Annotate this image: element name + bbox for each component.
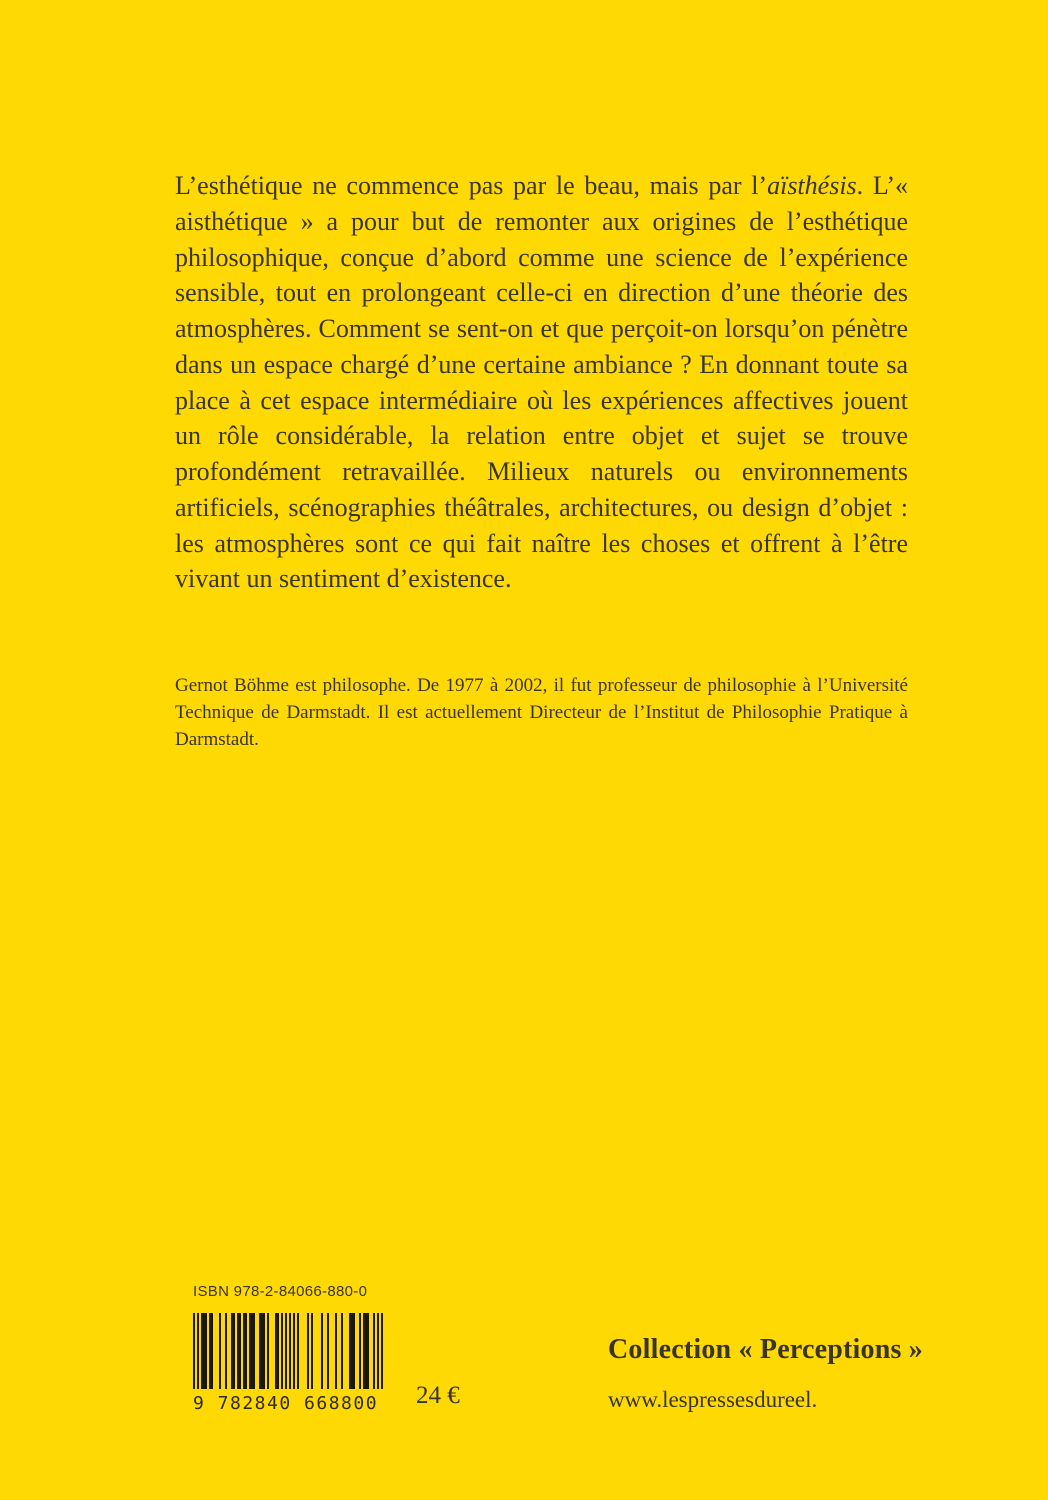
- isbn-block: [193, 1283, 383, 1414]
- text-column: [175, 168, 908, 754]
- isbn-label: ISBN 978-2-84066-880-0: [193, 1283, 368, 1300]
- publisher-website: www.lespressesdureel.: [608, 1387, 818, 1412]
- barcode: [193, 1313, 383, 1414]
- author-bio: Gernot Böhme est philosophe. De 1977 à 2002, il fut professeur de philosophie à l’Université Technique de Darmstadt. Il est actuellement Directeur de l’Institut de Philosophie Pratique à Darmstadt.: [175, 675, 908, 750]
- blurb-paragraph: [175, 168, 908, 597]
- price: 24 €: [416, 1382, 460, 1409]
- barcode-bars-icon: [193, 1313, 383, 1389]
- collection-title: Collection « Perceptions »: [608, 1334, 923, 1365]
- blurb-rest: . L’« aisthétique » a pour but de remonter aux origines de l’esthétique philosophique, conçue d’abord comme une science de l’expérience sensible, tout en prolongeant celle-ci en direction d’une théorie des atmosphères. Comment se sent-on et que perçoit-on lorsqu’on pénètre dans un espace chargé d’une certaine ambiance ? En donnant toute sa place à cet espace intermédiaire où les expériences affectives jouent un rôle considérable, la relation entre objet et sujet se trouve profondément retravaillée. Milieux naturels ou environnements artificiels, scénographies théâtrales, architectures, ou design d’objet : les atmosphères sont ce qui fait naître les choses et offrent à l’être vivant un sentiment d’existence.: [175, 171, 908, 594]
- barcode-number: 9 782840 668800: [193, 1393, 379, 1414]
- blurb-lead: L’esthétique ne commence pas par le beau, mais par l’: [175, 171, 768, 200]
- blurb-italic-term: aïsthésis: [767, 171, 857, 200]
- publisher-block: [608, 1334, 923, 1413]
